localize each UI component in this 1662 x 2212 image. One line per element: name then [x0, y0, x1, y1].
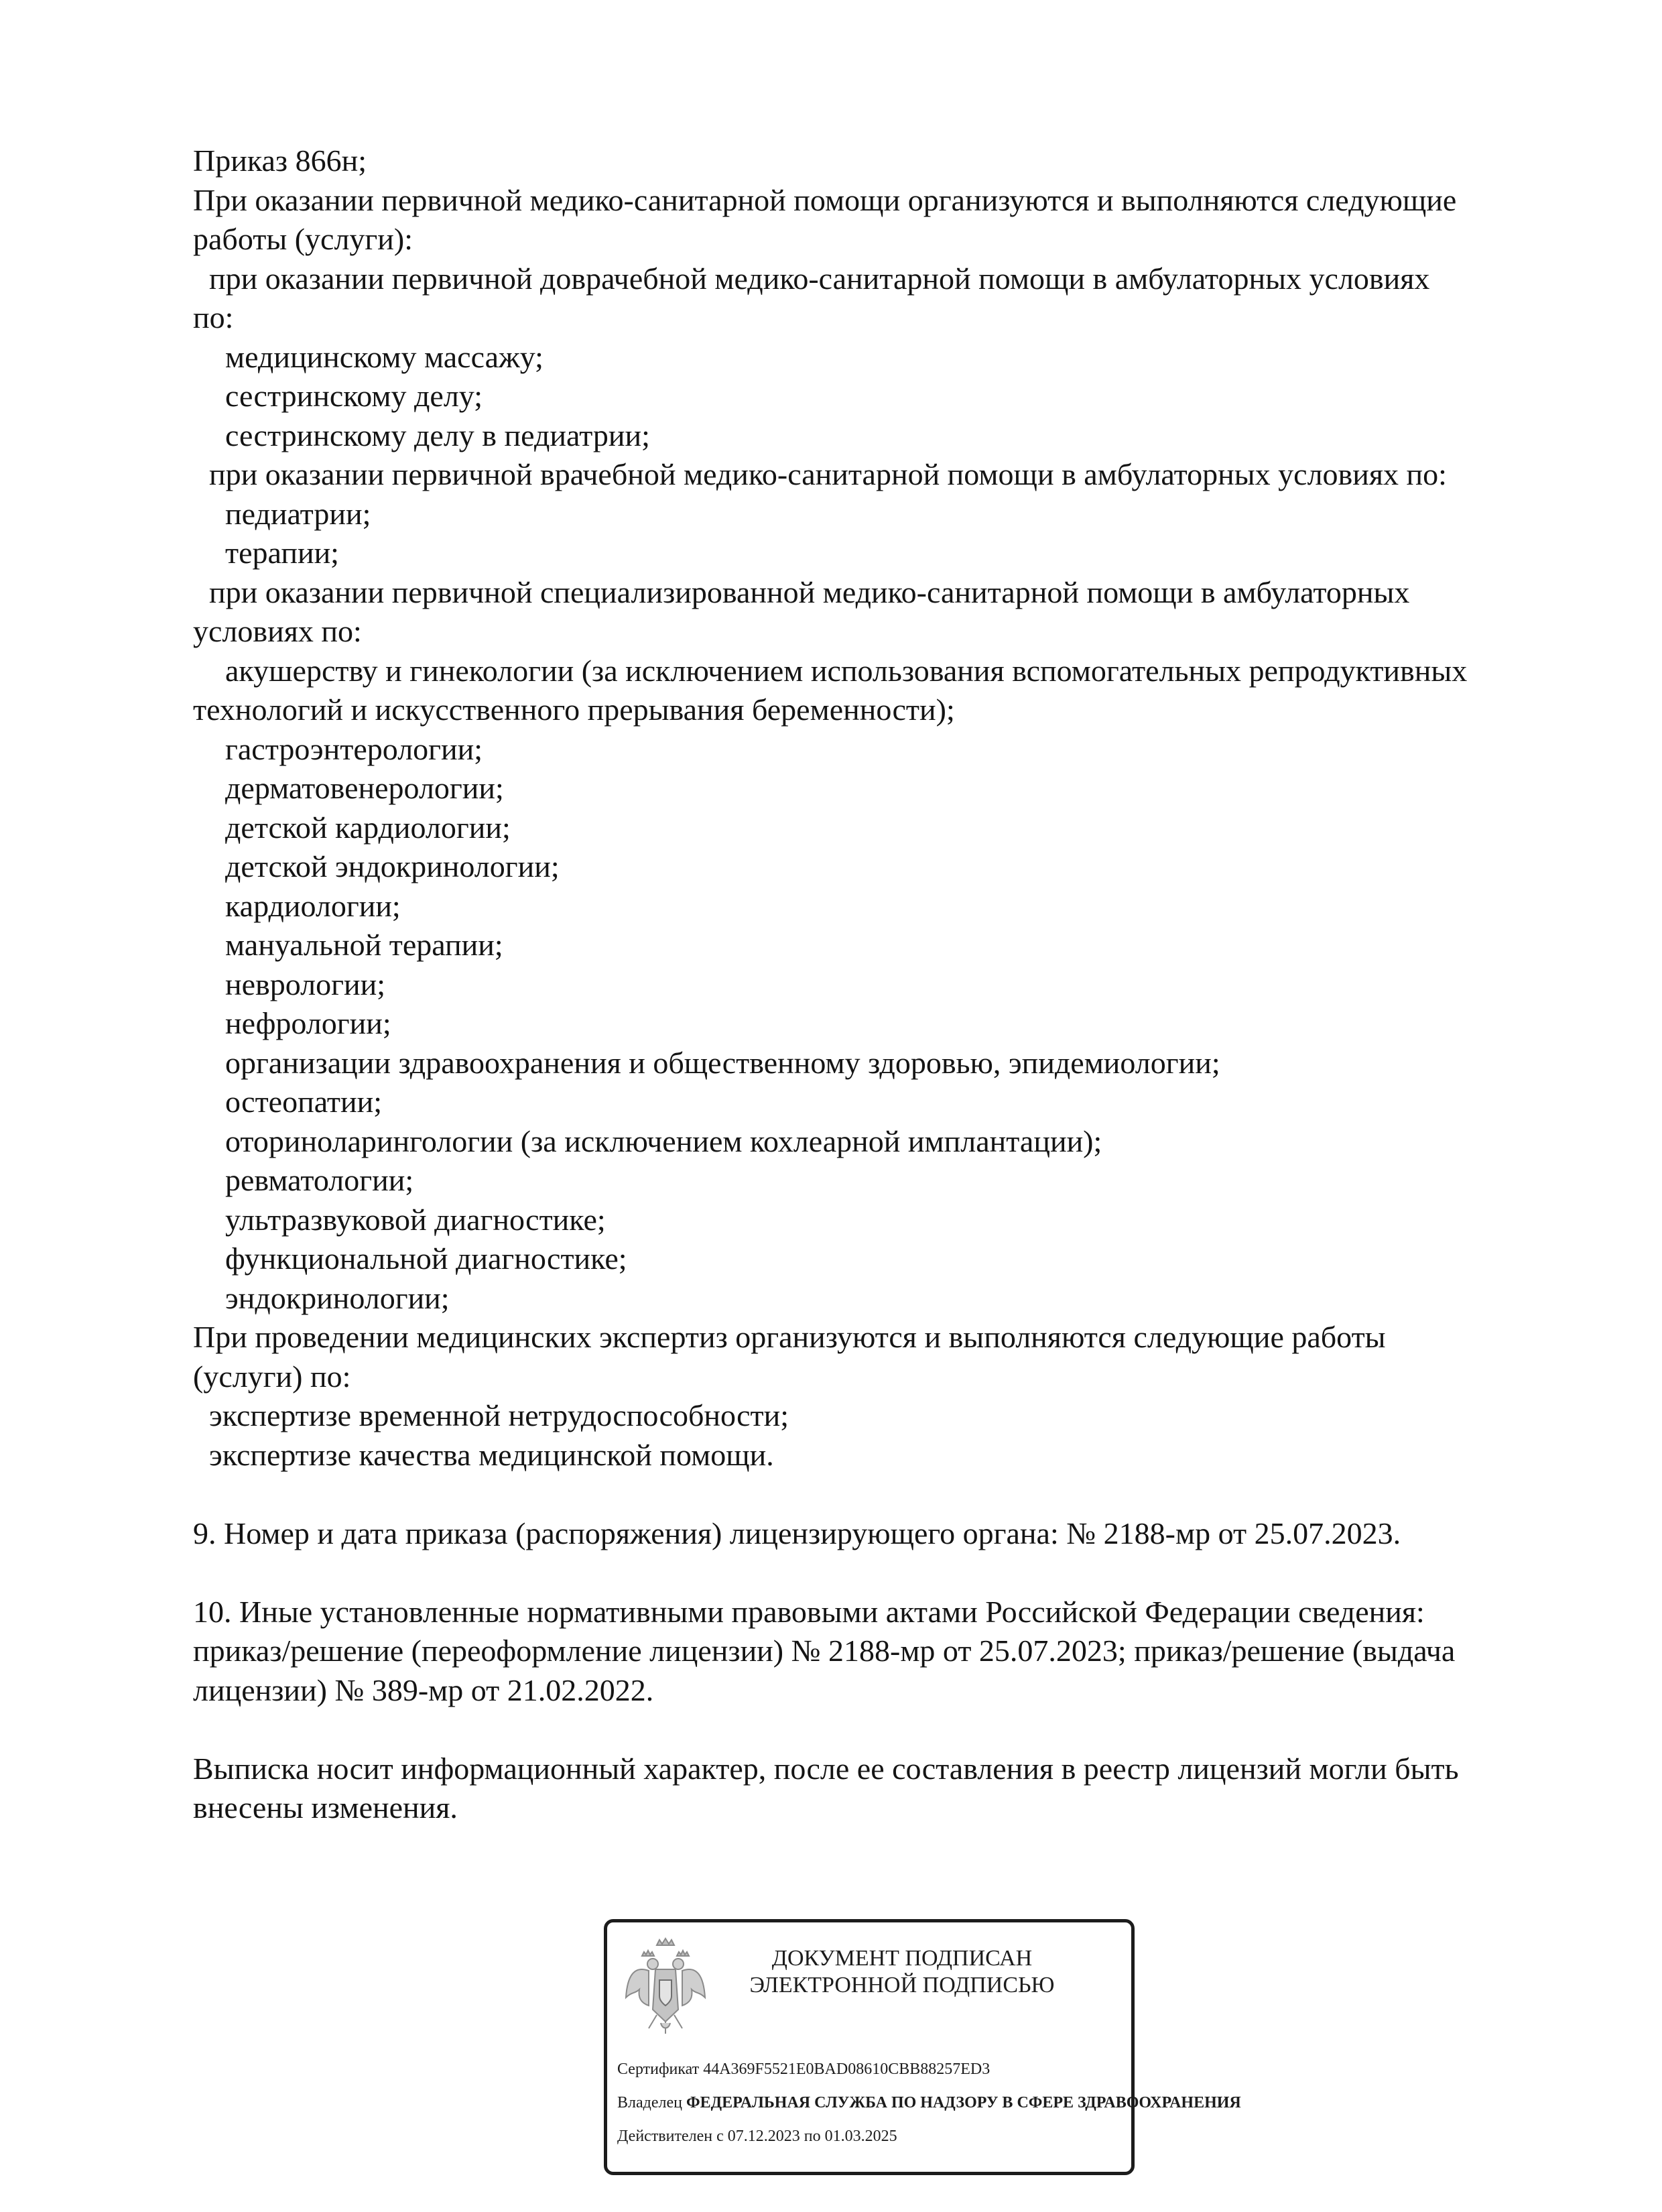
- body-line: ультразвуковой диагностике;: [225, 1202, 606, 1237]
- body-line: технологий и искусственного прерывания беременности);: [193, 692, 955, 727]
- body-line: медицинскому массажу;: [225, 339, 544, 374]
- body-line: детской кардиологии;: [225, 810, 511, 845]
- body-line: по:: [193, 300, 234, 334]
- certificate-label: Сертификат: [617, 2061, 700, 2078]
- body-line: гастроэнтерологии;: [225, 731, 483, 766]
- body-line: при оказании первичной врачебной медико-санитарной помощи в амбулаторных условиях по:: [209, 457, 1447, 491]
- body-line: 10. Иные установленные нормативными правовыми актами Российской Федерации сведения:: [193, 1594, 1425, 1629]
- body-line: 9. Номер и дата приказа (распоряжения) лицензирующего органа: № 2188-мр от 25.07.2023.: [193, 1516, 1401, 1550]
- body-line: мануальной терапии;: [225, 928, 503, 962]
- body-line: дерматовенерологии;: [225, 771, 504, 805]
- coat-of-arms-emblem-icon: [622, 1936, 709, 2036]
- body-line: экспертизе качества медицинской помощи.: [209, 1437, 774, 1472]
- body-line: кардиологии;: [225, 888, 401, 923]
- body-line: функциональной диагностике;: [225, 1241, 627, 1276]
- body-line: сестринскому делу в педиатрии;: [225, 418, 650, 452]
- body-line: экспертизе временной нетрудоспособности;: [209, 1398, 789, 1432]
- body-line: педиатрии;: [225, 496, 371, 531]
- body-line: ревматологии;: [225, 1163, 414, 1197]
- body-line: внесены изменения.: [193, 1790, 458, 1825]
- stamp-heading-line2: ЭЛЕКТРОННОЙ ПОДПИСЬЮ: [749, 1973, 1055, 1998]
- owner-label: Владелец: [617, 2094, 682, 2111]
- body-line: приказ/решение (переоформление лицензии) № 2188-мр от 25.07.2023; приказ/решение (выдача: [193, 1634, 1456, 1668]
- owner-value: ФЕДЕРАЛЬНАЯ СЛУЖБА ПО НАДЗОРУ В СФЕРЕ ЗДРАВООХРАНЕНИЯ: [686, 2094, 1241, 2111]
- body-line: При оказании первичной медико-санитарной помощи организуются и выполняются следующие: [193, 182, 1457, 217]
- body-line: сестринскому делу;: [225, 379, 483, 413]
- stamp-certificate-row: [617, 2059, 990, 2079]
- body-line: при оказании первичной специализированной медико-санитарной помощи в амбулаторных: [209, 574, 1410, 609]
- certificate-value: 44A369F5521E0BAD08610CBB88257ED3: [703, 2061, 990, 2078]
- body-line: терапии;: [225, 536, 339, 570]
- stamp-owner-row: [617, 2093, 1241, 2113]
- body-line: эндокринологии;: [225, 1280, 450, 1315]
- body-line: (услуги) по:: [193, 1359, 351, 1394]
- body-line: При проведении медицинских экспертиз организуются и выполняются следующие работы: [193, 1320, 1386, 1354]
- stamp-heading-line1: ДОКУМЕНТ ПОДПИСАН: [771, 1946, 1033, 1971]
- stamp-validity-row: Действителен с 07.12.2023 по 01.03.2025: [617, 2128, 897, 2145]
- body-line: остеопатии;: [225, 1085, 383, 1119]
- body-line: оториноларингологии (за исключением кохлеарной имплантации);: [225, 1123, 1102, 1158]
- body-line: Выписка носит информационный характер, после ее составления в реестр лицензий могли быть: [193, 1751, 1459, 1786]
- body-line: неврологии;: [225, 967, 385, 1001]
- body-line: акушерству и гинекологии (за исключением использования вспомогательных репродуктивных: [225, 653, 1468, 688]
- body-line: организации здравоохранения и общественному здоровью, эпидемиологии;: [225, 1045, 1220, 1080]
- body-line: нефрологии;: [225, 1006, 391, 1040]
- body-line: условиях по:: [193, 614, 362, 648]
- body-line: при оказании первичной доврачебной медико-санитарной помощи в амбулаторных условиях: [209, 261, 1430, 296]
- body-line: лицензии) № 389-мр от 21.02.2022.: [193, 1672, 654, 1707]
- body-line: работы (услуги):: [193, 222, 413, 256]
- body-line: детской эндокринологии;: [225, 849, 560, 883]
- body-line: Приказ 866н;: [193, 143, 367, 178]
- electronic-signature-stamp: [604, 1919, 1241, 2175]
